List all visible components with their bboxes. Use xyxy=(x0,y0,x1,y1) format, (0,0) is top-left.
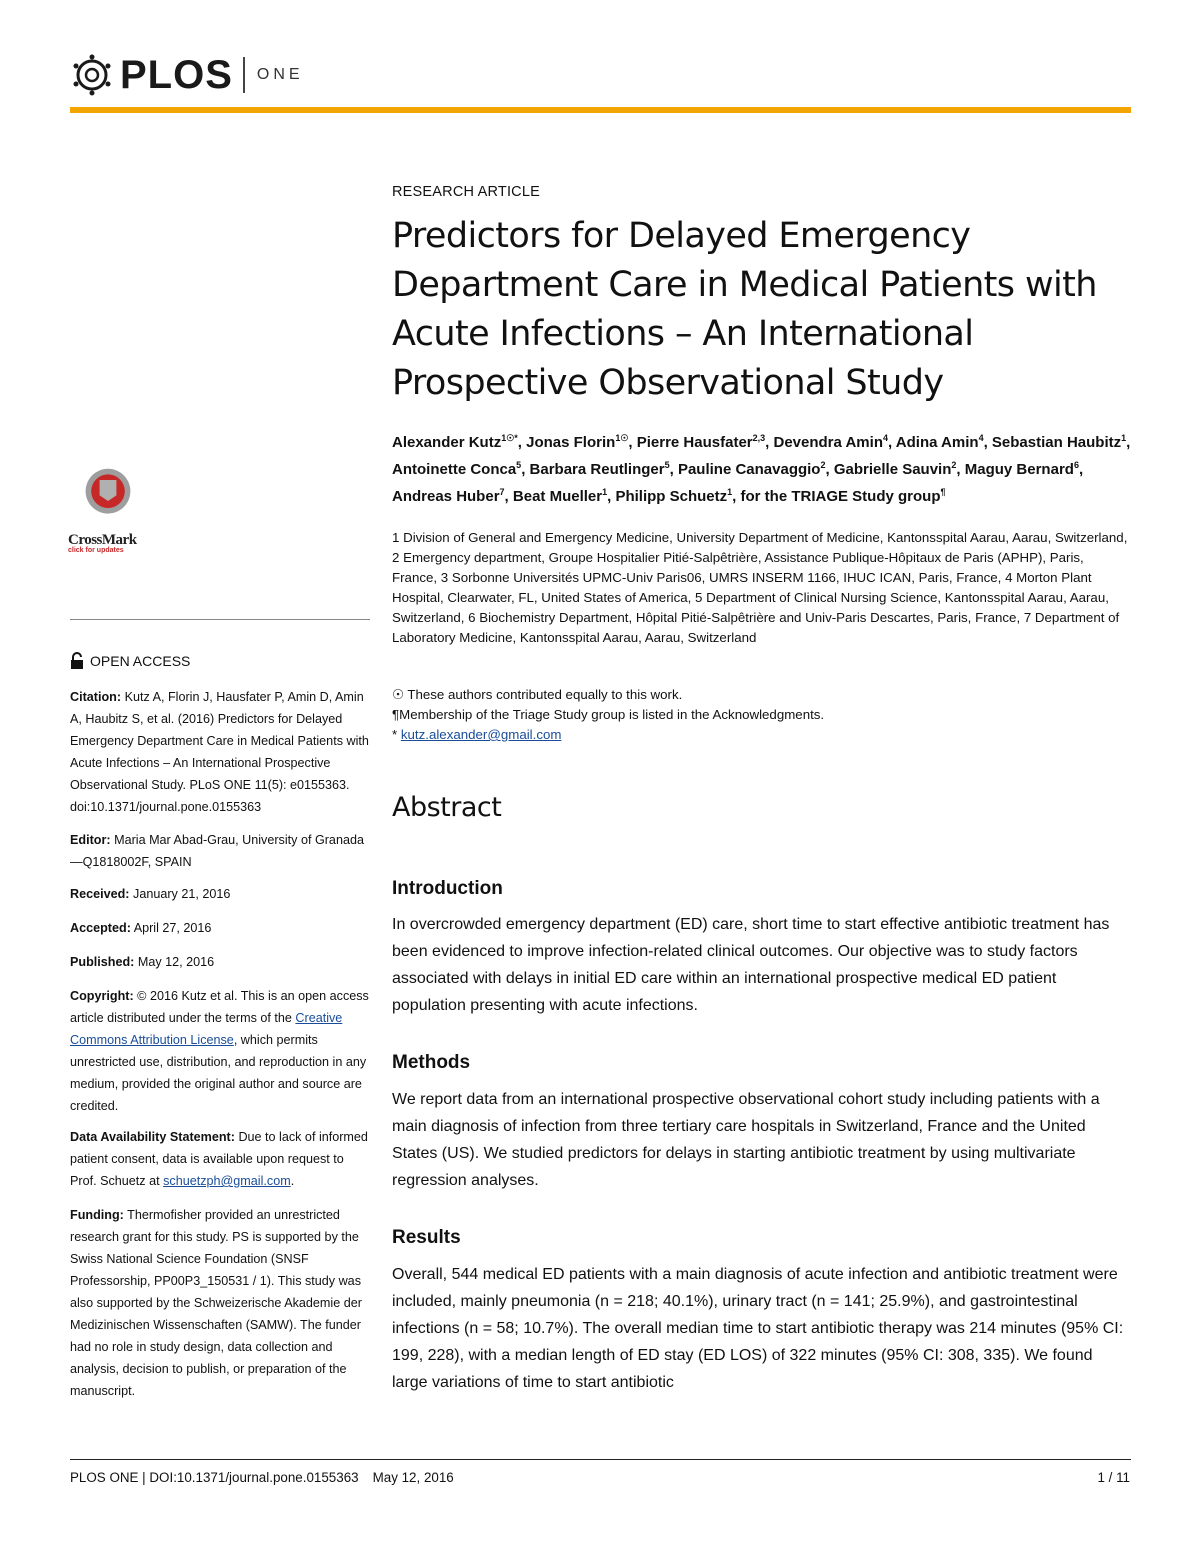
author-affiliation-marker: 2 xyxy=(951,460,957,470)
copyright-block xyxy=(70,985,370,1117)
logo-divider xyxy=(243,57,245,93)
citation-label: Citation: xyxy=(70,690,122,704)
editor-block xyxy=(70,829,370,873)
author-name: Andreas Huber xyxy=(392,488,500,505)
author-name: Antoinette Conca xyxy=(392,461,517,478)
author-separator: , xyxy=(1078,461,1084,478)
footer-citation xyxy=(70,1470,454,1485)
data-availability-block xyxy=(70,1126,370,1192)
copyright-text: © 2016 Kutz et al. This is an open access article distributed under the terms of the xyxy=(70,989,369,1025)
section-text-introduction: In overcrowded emergency department (ED) care, short time to start effective antibiotic treatment has been evidenced to improve infection-related clinical outcomes. Our objective was to study factors associated with delays in initial ED care within an international prospective medical ED patient population presenting with acute infections. xyxy=(392,916,1110,1014)
section-text-methods: We report data from an international prospective observational cohort study including patients with a main diagnosis of infection from three tertiary care hospitals in Switzerland, France and the United States (US). We studied predictors for delays in starting antibiotic treatment by using multivariate regression analyses. xyxy=(392,1091,1100,1189)
author-name: Barbara Reutlinger xyxy=(529,461,665,478)
author-name: Sebastian Haubitz xyxy=(991,434,1122,451)
author-name: Devendra Amin xyxy=(773,434,883,451)
page-number: 1 / 11 xyxy=(1097,1470,1130,1485)
author-separator: , xyxy=(517,434,527,451)
author-separator: , xyxy=(888,434,896,451)
published-date: May 12, 2016 xyxy=(137,955,215,969)
title-line: Acute Infections – An International xyxy=(392,314,974,354)
footer-date: May 12, 2016 xyxy=(372,1470,454,1485)
article-title xyxy=(392,212,1132,408)
corresponding-email-link[interactable]: kutz.alexander@gmail.com xyxy=(400,727,562,742)
author-separator: , xyxy=(607,488,616,505)
group-membership-note: ¶Membership of the Triage Study group is listed in the Acknowledgments. xyxy=(392,707,825,722)
author-affiliation-marker: 1 xyxy=(727,487,733,497)
received-label: Received: xyxy=(70,887,130,901)
title-line: Prospective Observational Study xyxy=(392,363,944,403)
funding-block xyxy=(70,1204,370,1402)
author-affiliation-marker: 2,3 xyxy=(752,433,766,443)
author-separator: , xyxy=(628,434,637,451)
editor-text: Maria Mar Abad-Grau, University of Granada —Q1818002F, SPAIN xyxy=(70,833,364,869)
accepted-block xyxy=(70,917,370,939)
author-name: Alexander Kutz xyxy=(392,434,502,451)
crossmark-label[interactable] xyxy=(68,532,158,554)
section-text-results: Overall, 544 medical ED patients with a main diagnosis of acute infection and antibiotic treatment were included, mainly pneumonia (n = 218; 40.1%), urinary tract (n = 141; 25.9%), and gastrointestinal infections (n = 58; 10.7%). The overall median time to start antibiotic therapy was 214 minutes (95% CI: 199, 228), with a median length of ED stay (ED LOS) of 322 minutes (95% CI: 308, 335). We found large variations of time to start antibiotic xyxy=(392,1266,1124,1391)
received-date: January 21, 2016 xyxy=(133,887,231,901)
citation-text: Kutz A, Florin J, Hausfater P, Amin D, Amin A, Haubitz S, et al. (2016) Predictors for Delayed Emergency Department Care in Medical Patients with Acute Infections – An International Prospective Observational Study. PLoS ONE 11(5): e0155363. doi:10.1371/journal.pone.0155363 xyxy=(70,690,369,814)
author-name: Philipp Schuetz xyxy=(615,488,728,505)
header-rule xyxy=(70,107,1131,113)
author-separator: , xyxy=(765,434,774,451)
section-heading-methods: Methods xyxy=(392,1052,471,1073)
author-affiliation-marker: 1☉* xyxy=(501,433,518,443)
open-lock-icon xyxy=(70,652,84,670)
plos-logo-icon xyxy=(70,53,114,97)
author-affiliation-marker: 5 xyxy=(664,460,670,470)
received-block xyxy=(70,883,370,905)
author-separator: , xyxy=(732,488,741,505)
author-name: Pierre Hausfater xyxy=(636,434,753,451)
author-separator: , xyxy=(983,434,992,451)
author-separator: , xyxy=(825,461,834,478)
open-access-label: OPEN ACCESS xyxy=(90,653,191,669)
author-name: for the TRIAGE Study group xyxy=(740,488,941,505)
section-heading-results: Results xyxy=(392,1227,461,1248)
abstract-heading: Abstract xyxy=(392,792,502,823)
equal-contribution-note: ☉ These authors contributed equally to this work. xyxy=(392,687,683,702)
accepted-label: Accepted: xyxy=(70,921,131,935)
license-link[interactable]: Creative Commons Attribution License xyxy=(70,1011,343,1047)
author-affiliation-marker: 4 xyxy=(978,433,984,443)
copyright-label: Copyright: xyxy=(70,989,134,1003)
affiliations: 1 Division of General and Emergency Medicine, University Department of Medicine, Kantonsspital Aarau, Aarau, Switzerland, 2 Emergency department, Groupe Hospitalier Pitié-Salpêtrière, Assistance Publique-Hôpitaux de Paris (APHP), Paris, France, 3 Sorbonne Universités UPMC-Univ Paris06, UMRS INSERM 1166, IHUC ICAN, Paris, France, 4 Morton Plant Hospital, Clearwater, FL, United States of America, 5 Department of Clinical Nursing Science, Kantonsspital Aarau, Aarau, Switzerland, 6 Biochemistry Department, Hôpital Pitié-Salpêtrière and Univ-Paris Descartes, Paris, France, 7 Department of Laboratory Medicine, Kantonsspital Aarau, Aarau, Switzerland xyxy=(392,530,1128,645)
author-name: Adina Amin xyxy=(895,434,979,451)
logo-suffix: ONE xyxy=(256,66,304,83)
author-affiliation-marker: 6 xyxy=(1073,460,1079,470)
author-separator: , xyxy=(956,461,965,478)
data-availability-end: . xyxy=(290,1174,295,1188)
schuetz-email-link[interactable]: schuetzph@gmail.com xyxy=(163,1174,291,1188)
author-affiliation-marker: 7 xyxy=(499,487,505,497)
article-type: RESEARCH ARTICLE xyxy=(392,184,540,200)
author-affiliation-marker: 1☉ xyxy=(615,433,629,443)
data-availability-text: Due to lack of informed patient consent, data is available upon request to Prof. Schuetz at xyxy=(70,1130,368,1188)
author-affiliation-marker: 4 xyxy=(882,433,888,443)
sidebar-rule xyxy=(70,619,370,620)
crossmark-subtitle: click for updates xyxy=(68,547,124,554)
section-heading-introduction: Introduction xyxy=(392,878,503,899)
author-separator: , xyxy=(1126,434,1131,451)
footer-journal-doi: PLOS ONE | DOI:10.1371/journal.pone.0155363 xyxy=(70,1470,359,1485)
author-separator: , xyxy=(504,488,513,505)
author-affiliation-marker: 1 xyxy=(1121,433,1127,443)
author-name: Maguy Bernard xyxy=(964,461,1074,478)
plos-logo xyxy=(70,52,304,98)
author-name: Jonas Florin xyxy=(526,434,616,451)
author-name: Gabrielle Sauvin xyxy=(833,461,952,478)
author-affiliation-marker: ¶ xyxy=(940,487,946,497)
author-separator: , xyxy=(669,461,678,478)
author-list xyxy=(392,427,1132,508)
open-access-badge xyxy=(70,652,190,670)
copyright-text-end: , which permits unrestricted use, distribution, and reproduction in any medium, provided the original author and source are credited. xyxy=(70,1033,367,1113)
author-name: Pauline Canavaggio xyxy=(677,461,821,478)
funding-text: Thermofisher provided an unrestricted research grant for this study. PS is supported by the Swiss National Science Foundation (SNSF Professorship, PP00P3_150531 / 1). This study was also supported by the Schweizerische Akademie der Medizinischen Wissenschaften (SAMW). The funder had no role in study design, data collection and analysis, decision to publish, or preparation of the manuscript. xyxy=(70,1208,362,1398)
accepted-date: April 27, 2016 xyxy=(133,921,212,935)
footer-rule xyxy=(70,1459,1131,1460)
correspondence-note xyxy=(392,725,1132,745)
author-separator: , xyxy=(521,461,530,478)
logo-text: PLOS xyxy=(120,52,233,97)
author-affiliation-marker: 2 xyxy=(820,460,826,470)
editor-label: Editor: xyxy=(70,833,111,847)
author-affiliation-marker: 5 xyxy=(516,460,522,470)
crossmark-title: CrossMark xyxy=(68,532,137,548)
author-affiliation-marker: 1 xyxy=(602,487,608,497)
funding-label: Funding: xyxy=(70,1208,124,1222)
correspondence-marker: * xyxy=(392,727,401,742)
published-block xyxy=(70,951,370,973)
citation-block xyxy=(70,686,370,818)
title-line: Predictors for Delayed Emergency xyxy=(392,216,971,256)
author-name: Beat Mueller xyxy=(512,488,603,505)
crossmark-icon[interactable] xyxy=(68,466,148,536)
published-label: Published: xyxy=(70,955,135,969)
data-availability-label: Data Availability Statement: xyxy=(70,1130,235,1144)
author-notes xyxy=(392,685,1132,745)
title-line: Department Care in Medical Patients with xyxy=(392,265,1097,305)
